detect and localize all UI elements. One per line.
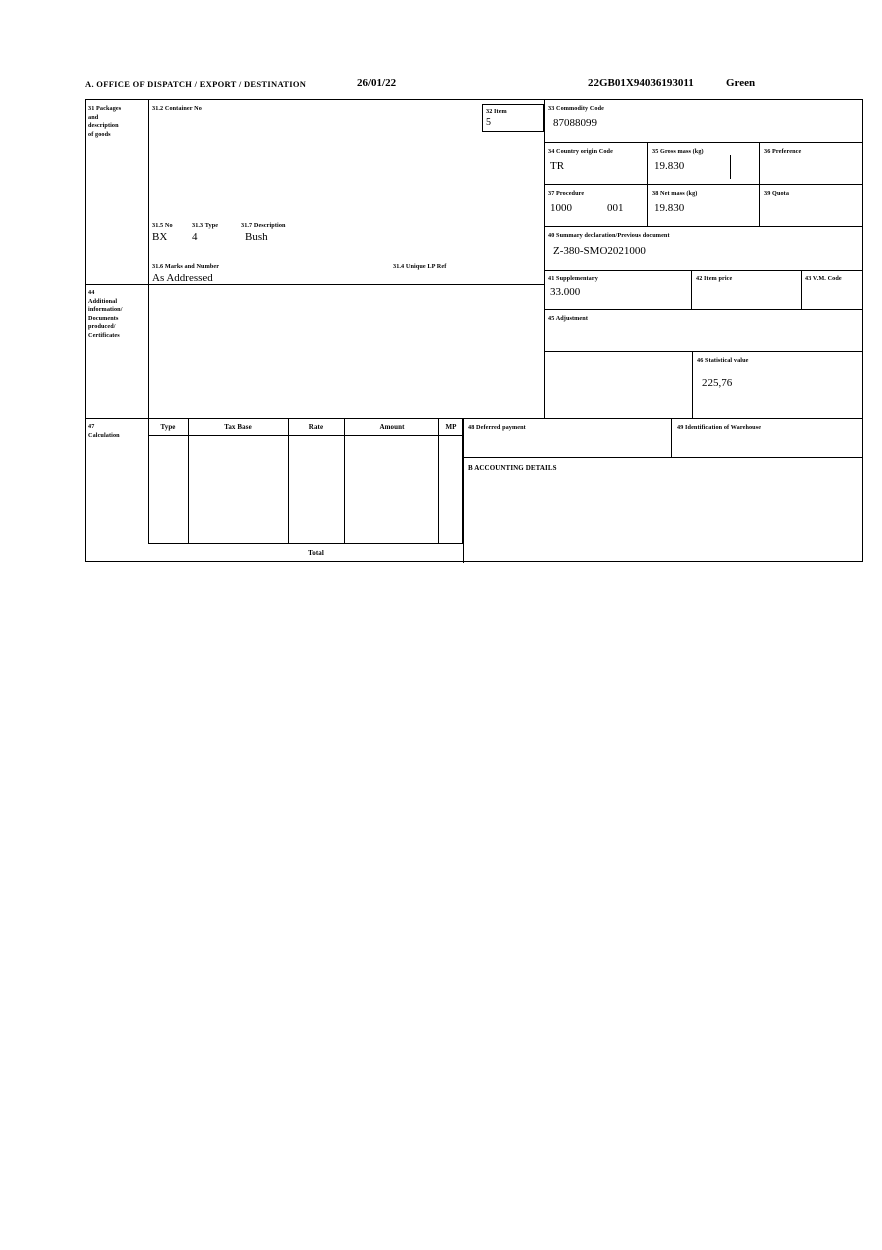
calc-divider-1	[188, 418, 189, 544]
box-47-label-line1: 47	[88, 423, 95, 430]
box-44-label-line5: produced/	[88, 323, 116, 330]
movement-reference-number: 22GB01X94036193011	[588, 77, 694, 89]
calc-col-header-amount: Amount	[379, 423, 405, 431]
box-b-accounting-details	[463, 458, 862, 563]
box-45-46-dotted-divider	[544, 352, 545, 418]
box-42-label: 42 Item price	[696, 275, 733, 282]
calc-divider-2	[288, 418, 289, 544]
box-31-3-type-label: 31.3 Type	[192, 222, 219, 229]
box-31-label	[88, 105, 148, 139]
box-46-statistical-value	[692, 352, 862, 418]
box-37-label: 37 Procedure	[548, 190, 585, 197]
box-31-6-marks-value: As Addressed	[152, 272, 213, 284]
box-b-label: B ACCOUNTING DETAILS	[468, 464, 557, 472]
box-35-value: 19.830	[654, 160, 685, 172]
box-32-item	[482, 104, 544, 132]
box-47-label	[88, 423, 148, 440]
box-34-label: 34 Country origin Code	[548, 148, 613, 155]
calc-table-border	[148, 418, 463, 544]
box-40-previous-document	[544, 227, 862, 271]
box-31-5-no-value: BX	[152, 231, 168, 243]
box-44-label-line6: Certificates	[88, 331, 120, 339]
calc-divider-4	[438, 418, 439, 544]
box-41-value: 33.000	[550, 286, 581, 298]
box-44-label	[88, 289, 148, 340]
header-row	[85, 79, 863, 95]
box-34-country-origin	[544, 143, 648, 185]
box-31-5-no-label: 31.5 No	[152, 222, 173, 229]
box-31-label-line3: description	[88, 122, 119, 129]
box-39-label: 39 Quota	[764, 190, 790, 197]
box-47-calculation-table	[148, 418, 463, 563]
box-34-value: TR	[550, 160, 565, 172]
declaration-date: 26/01/22	[357, 77, 397, 89]
box-32-value: 5	[486, 117, 491, 128]
box-31-label-line2: and	[88, 113, 99, 121]
box-37-value-b: 001	[607, 202, 624, 214]
box-43-vm-code	[802, 271, 862, 310]
box-31-3-type-value: 4	[192, 231, 198, 243]
box-45-label: 45 Adjustment	[548, 315, 588, 322]
box-35-label: 35 Gross mass (kg)	[652, 148, 704, 155]
box-40-value: Z-380-SMO2021000	[553, 245, 646, 257]
box-49-warehouse-identification	[672, 418, 862, 458]
box-42-item-price	[692, 271, 802, 310]
box-44-label-line4: Documents	[88, 314, 119, 322]
calc-col-header-mp: MP	[445, 423, 457, 431]
calc-divider-3	[344, 418, 345, 544]
box-31-7-description-label: 31.7 Description	[241, 222, 286, 229]
box-38-label: 38 Net mass (kg)	[652, 190, 698, 197]
box-31-label-line4: of goods	[88, 130, 111, 138]
box-31-7-description-value: Bush	[245, 231, 268, 243]
box-31-4-unique-lp-label: 31.4 Unique LP Ref	[393, 263, 447, 270]
box-47-label-line2: Calculation	[88, 431, 120, 439]
box-37-value-a: 1000	[550, 202, 572, 214]
calc-col-header-rate: Rate	[308, 423, 324, 431]
box-48-label: 48 Deferred payment	[468, 424, 526, 431]
routing-lane: Green	[726, 77, 756, 89]
calc-col-header-tax-base: Tax Base	[224, 423, 252, 431]
box-32-label: 32 Item	[486, 108, 507, 115]
box-43-label: 43 V.M. Code	[805, 275, 842, 282]
box-41-supplementary	[544, 271, 692, 310]
box-33-commodity-code	[544, 100, 862, 143]
box-33-value: 87088099	[553, 117, 597, 129]
box-49-label: 49 Identification of Warehouse	[677, 424, 762, 431]
box-46-value: 225,76	[702, 377, 733, 389]
box-45-adjustment	[544, 310, 862, 352]
box-33-label: 33 Commodity Code	[548, 105, 605, 112]
box-38-value: 19.830	[654, 202, 685, 214]
box-37-procedure	[544, 185, 648, 227]
calc-total-label: Total	[308, 549, 324, 557]
box-38-net-mass	[648, 185, 760, 227]
box-36-preference	[760, 143, 862, 185]
box-35-inner-divider	[730, 155, 731, 179]
box-44-label-line2: Additional	[88, 297, 118, 305]
box-48-deferred-payment	[463, 418, 672, 458]
box-41-label: 41 Supplementary	[548, 275, 598, 282]
box-31-2-container-no-label: 31.2 Container No	[152, 105, 202, 112]
declaration-frame	[85, 99, 863, 562]
box-35-gross-mass	[648, 143, 760, 185]
box-36-label: 36 Preference	[764, 148, 802, 155]
box-39-quota	[760, 185, 862, 227]
box-31-label-line1: 31 Packages	[88, 105, 122, 112]
box-31-6-marks-label: 31.6 Marks and Number	[152, 263, 220, 270]
box-46-label: 46 Statistical value	[697, 357, 749, 364]
box-44-content	[148, 284, 544, 418]
box-40-label: 40 Summary declaration/Previous document	[548, 232, 670, 239]
calc-header-separator	[148, 435, 463, 436]
calc-col-header-type: Type	[160, 423, 176, 431]
box-a-label: A. OFFICE OF DISPATCH / EXPORT / DESTINATION	[85, 79, 307, 89]
box-44-label-line1: 44	[88, 289, 95, 296]
box-44-label-line3: information/	[88, 306, 123, 313]
